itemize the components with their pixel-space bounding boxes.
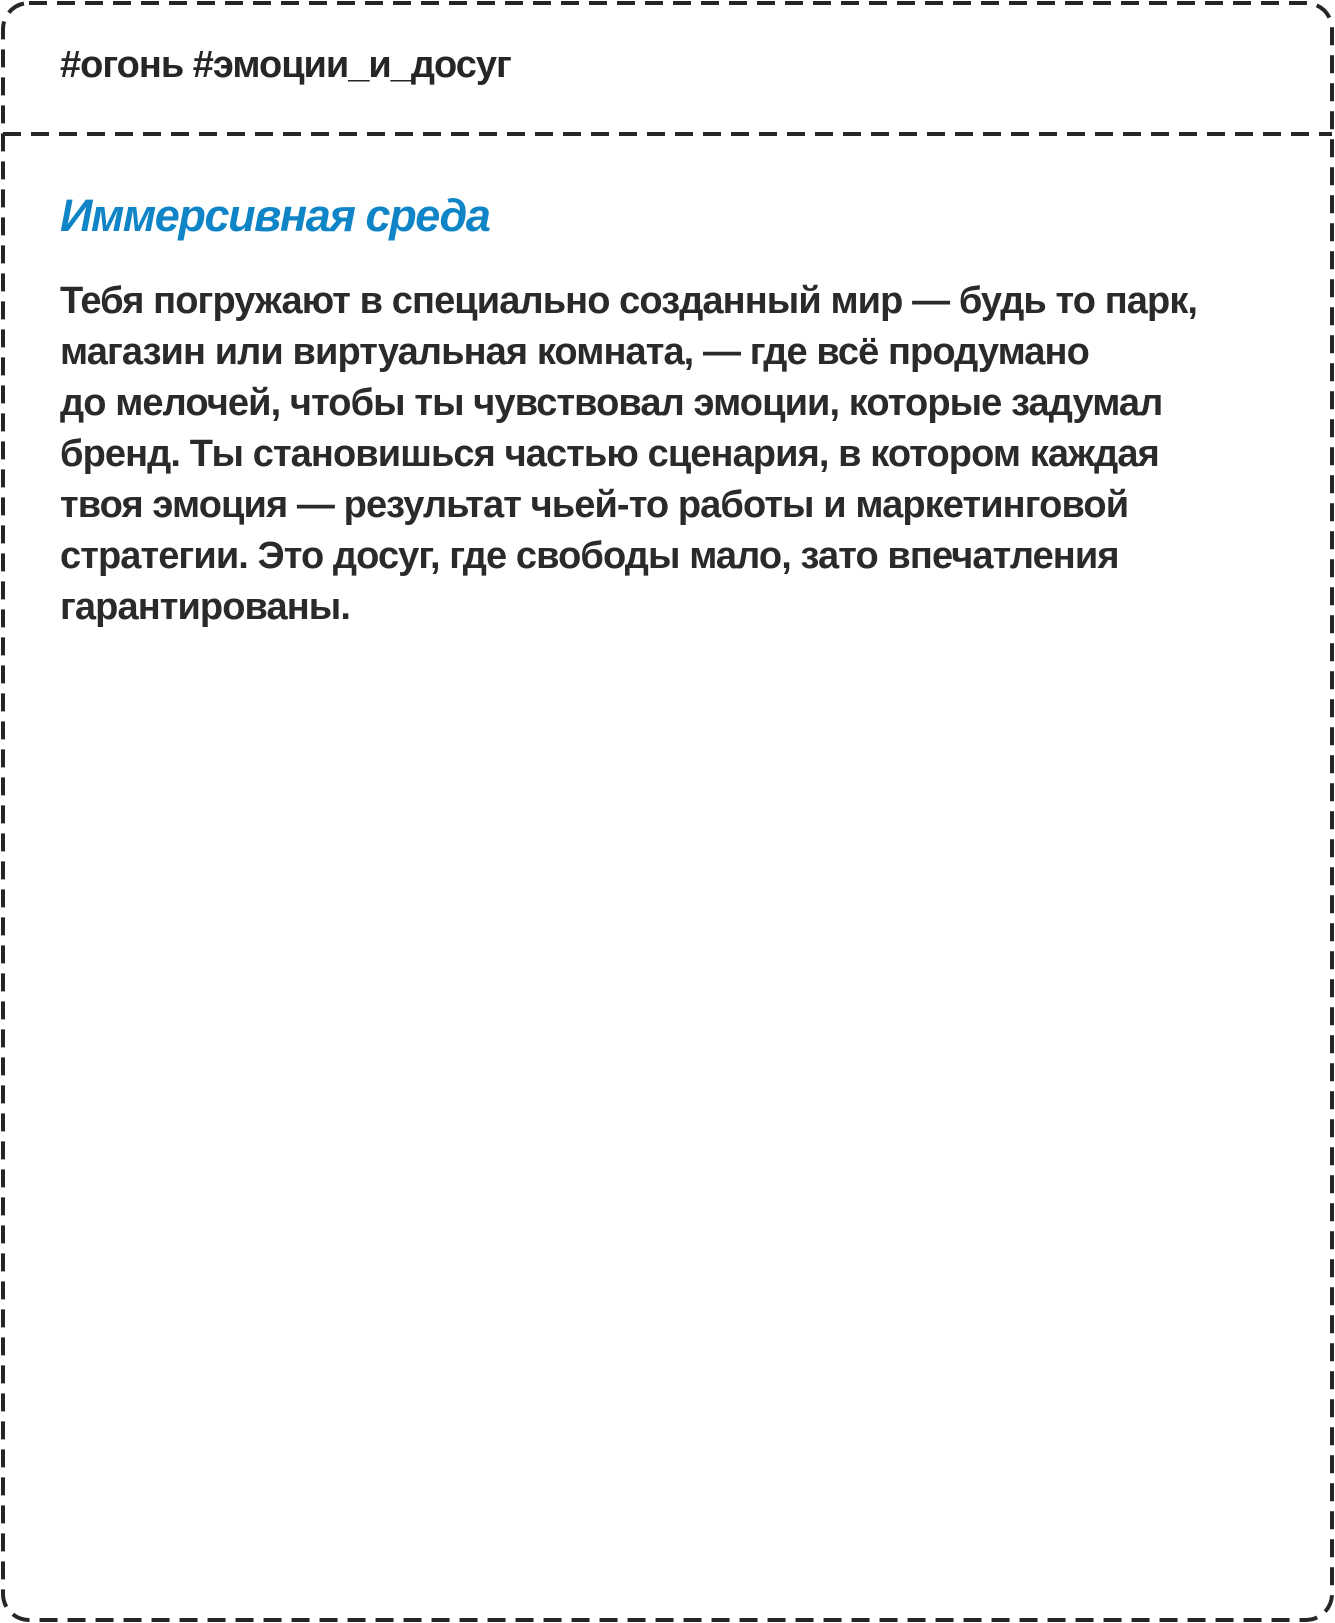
card-title: Иммерсивная среда [60,190,490,241]
body-line: твоя эмоция — результат чьей-то работы и маркетинговой [60,483,1129,526]
body-line: до мелочей, чтобы ты чувствовал эмоции, которые задумал [60,381,1163,424]
body-line: стратегии. Это досуг, где свободы мало, зато впечатления [60,534,1119,577]
card-content [60,190,1290,633]
card-body [60,276,1290,633]
body-line: магазин или виртуальная комната, — где всё продумано [60,330,1089,373]
body-line: гарантированы. [60,585,351,628]
body-line: Тебя погружают в специально созданный мир — будь то парк, [60,279,1198,322]
body-line: бренд. Ты становишься частью сценария, в котором каждая [60,432,1159,475]
hashtags: #огонь #эмоции_и_досуг [60,44,511,86]
